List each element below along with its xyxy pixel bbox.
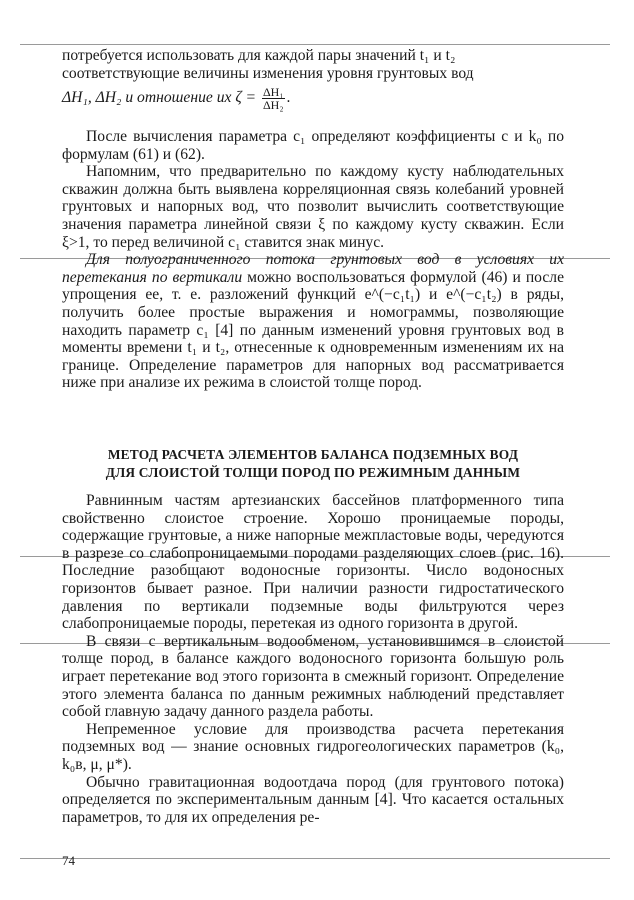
heading-line: ДЛЯ СЛОИСТОЙ ТОЛЩИ ПОРОД ПО РЕЖИМНЫМ ДАННЫМ	[105, 465, 521, 480]
scan-line	[20, 44, 610, 45]
text-line: потребуется использовать для каждой пары значений t₁ и t₂	[62, 47, 456, 64]
text-line: соответствующие величины изменения уровня грунтовых вод	[62, 64, 474, 82]
paragraph	[62, 251, 564, 392]
italic-phrase: Для полуограниченного потока грунтовых вод в условиях их перетекания по вертикали	[62, 251, 564, 286]
paragraph: В связи с вертикальным водообменом, установившимся в слоистой толще пород, в балансе каждого водоносного горизонта большую роль играет перетекание вод этого горизонта в смежный горизонт. Определение этого элемента баланса по данным режимных наблюдений представляет собой главную задачу данного раздела работы.	[62, 632, 564, 721]
heading-line: МЕТОД РАСЧЕТА ЭЛЕМЕНТОВ БАЛАНСА ПОДЗЕМНЫХ ВОД	[107, 447, 519, 462]
text-block-1	[62, 128, 564, 392]
paragraph: Напомним, что предварительно по каждому кусту наблюдательных скважин должна быть выявлена корреляционная связь колебаний уровней грунтовых и напорных вод, что позволит вычислить соответствующие значения параметра линейной связи ξ по каждому кусту скважин. Если ξ>1, то перед величиной c₁ ставится знак минус.	[62, 163, 564, 251]
formula-line	[62, 86, 564, 111]
scan-line	[20, 858, 610, 859]
paragraph: Непременное условие для производства расчета перетекания подземных вод — знание основных гидрогеологических параметров (k₀, k₀в, μ, μ*).	[62, 720, 564, 773]
fraction-denominator: ΔH₂	[262, 98, 284, 113]
paragraph: Равнинным частям артезианских бассейнов платформенного типа свойственно слоистое строение. Хорошо проницаемые породы, содержащие грунтовые, а ниже напорные межпластовые воды, чередуются в разрезе со слабопроницаемыми породами разделяющих слоев (рис. 16). Последние разобщают водоносные горизонты. Число водоносных горизонтов бывает разное. При наличии разности гидростатического давления по вертикали подземные воды фильтруются через слабопроницаемые породы, перетекая из одного горизонта в другой.	[62, 492, 564, 633]
formula-end: .	[286, 89, 291, 107]
page-number: 74	[62, 853, 75, 868]
text-block-2	[62, 492, 564, 826]
fraction	[262, 86, 285, 111]
fraction-numerator: ΔH₁	[262, 85, 284, 100]
paragraph: После вычисления параметра c₁ определяют коэффициенты c и k₀ по формулам (61) и (62).	[62, 128, 564, 163]
paragraph-continued	[62, 47, 564, 111]
paragraph: Обычно гравитационная водоотдача пород (для грунтового потока) определяется по экспериментальным данным [4]. Что касается остальных параметров, то для их определения ре-	[62, 773, 564, 826]
paragraph-rest: можно воспользоваться формулой (46) и после упрощения ее, т. е. разложений функций e^(−c₁t₁) и e^(−c₁t₂) в ряды, получить более простые выражения и номограммы, позволяющие находить параметр c₁ [4] по данным изменений уровня грунтовых вод в моменты времени t₁ и t₂, отнесенные к одновременным изменениям их на границе. Определение параметров для напорных вод рассматривается ниже при анализе их режима в слоистой толще пород.	[62, 268, 564, 392]
formula-text: ΔH₁, ΔH₂ и отношение их ζ =	[62, 89, 257, 107]
section-heading	[62, 446, 564, 482]
